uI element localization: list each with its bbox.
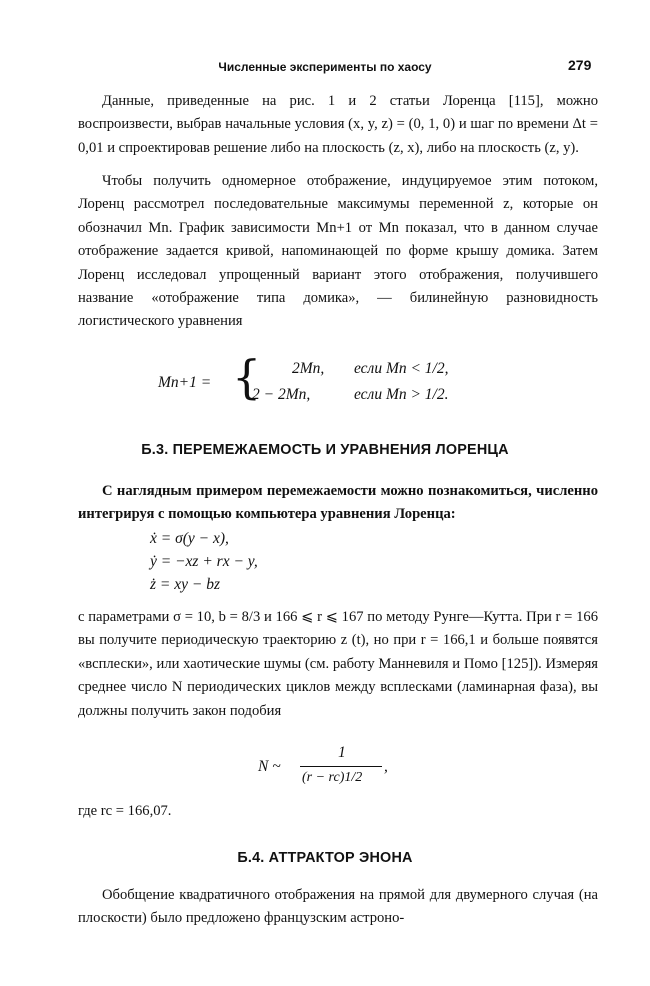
paragraph-3: С наглядным примером перемежаемости можно познакомиться, численно интегрируя с помощью компьютера уравнения Лоренца: bbox=[78, 483, 598, 523]
section-heading-b4: Б.4. АТТРАКТОР ЭНОНА bbox=[237, 850, 413, 866]
map-case2-expr: 2 − 2Mn, bbox=[252, 386, 311, 403]
scaling-denominator: (r − rc)1/2 bbox=[302, 770, 363, 785]
paragraph-5: где rc = 166,07. bbox=[78, 803, 172, 819]
map-case1-expr: 2Mn, bbox=[292, 360, 325, 377]
section-heading-b3: Б.3. ПЕРЕМЕЖАЕМОСТЬ И УРАВНЕНИЯ ЛОРЕНЦА bbox=[141, 442, 509, 458]
paragraph-4: с параметрами σ = 10, b = 8/3 и 166 ⩽ r ⩽ 167 по методу Рунге—Кутта. При r = 166 вы получите периодическую траекторию z (t), но при r = 166,1 и больше появятся «всплески», или хаотические шумы (см. работу Манневиля и Помо [125]). Измеряя среднее число N периодических циклов между всплесками (ламинарная фаза), вы должны получить закон подобия bbox=[78, 609, 598, 719]
page-number: 279 bbox=[568, 57, 592, 73]
map-lhs: Mn+1 = bbox=[158, 374, 212, 391]
lorenz-eq-x: ẋ = σ(y − x), bbox=[150, 530, 229, 547]
paragraph-2: Чтобы получить одномерное отображение, индуцируемое этим потоком, Лоренц рассмотрел последовательные максимумы переменной z, которые он обозначил Mn. График зависимости Mn+1 от Mn показал, что в данном случае отображение задается кривой, напоминающей по форме крышу домика. Затем Лоренц исследовал упрощенный вариант этого отображения, получившего название «отображение типа домика», — билинейную разновидность логистического уравнения bbox=[78, 173, 598, 330]
map-case1-cond: если Mn < 1/2, bbox=[354, 360, 449, 377]
lorenz-eq-z: ż = xy − bz bbox=[150, 576, 220, 593]
running-header: Численные эксперименты по хаосу bbox=[218, 60, 432, 74]
left-brace: { bbox=[232, 350, 262, 404]
map-case2-cond: если Mn > 1/2. bbox=[354, 386, 449, 403]
scaling-numerator: 1 bbox=[338, 744, 346, 761]
paragraph-1: Данные, приведенные на рис. 1 и 2 статьи Лоренца [115], можно воспроизвести, выбрав начальные условия (x, y, z) = (0, 1, 0) и шаг по времени Δt = 0,01 и спроектировав решение либо на плоскость (z, x), либо на плоскость (z, y). bbox=[78, 93, 598, 156]
lorenz-eq-y: ẏ = −xz + rx − y, bbox=[150, 553, 258, 570]
paragraph-6: Обобщение квадратичного отображения на прямой для двумерного случая (на плоскости) было предложено французским астроно- bbox=[78, 887, 598, 927]
scaling-lhs: N ~ bbox=[258, 758, 281, 775]
scaling-tail: , bbox=[384, 758, 388, 775]
fraction-bar bbox=[300, 766, 382, 767]
